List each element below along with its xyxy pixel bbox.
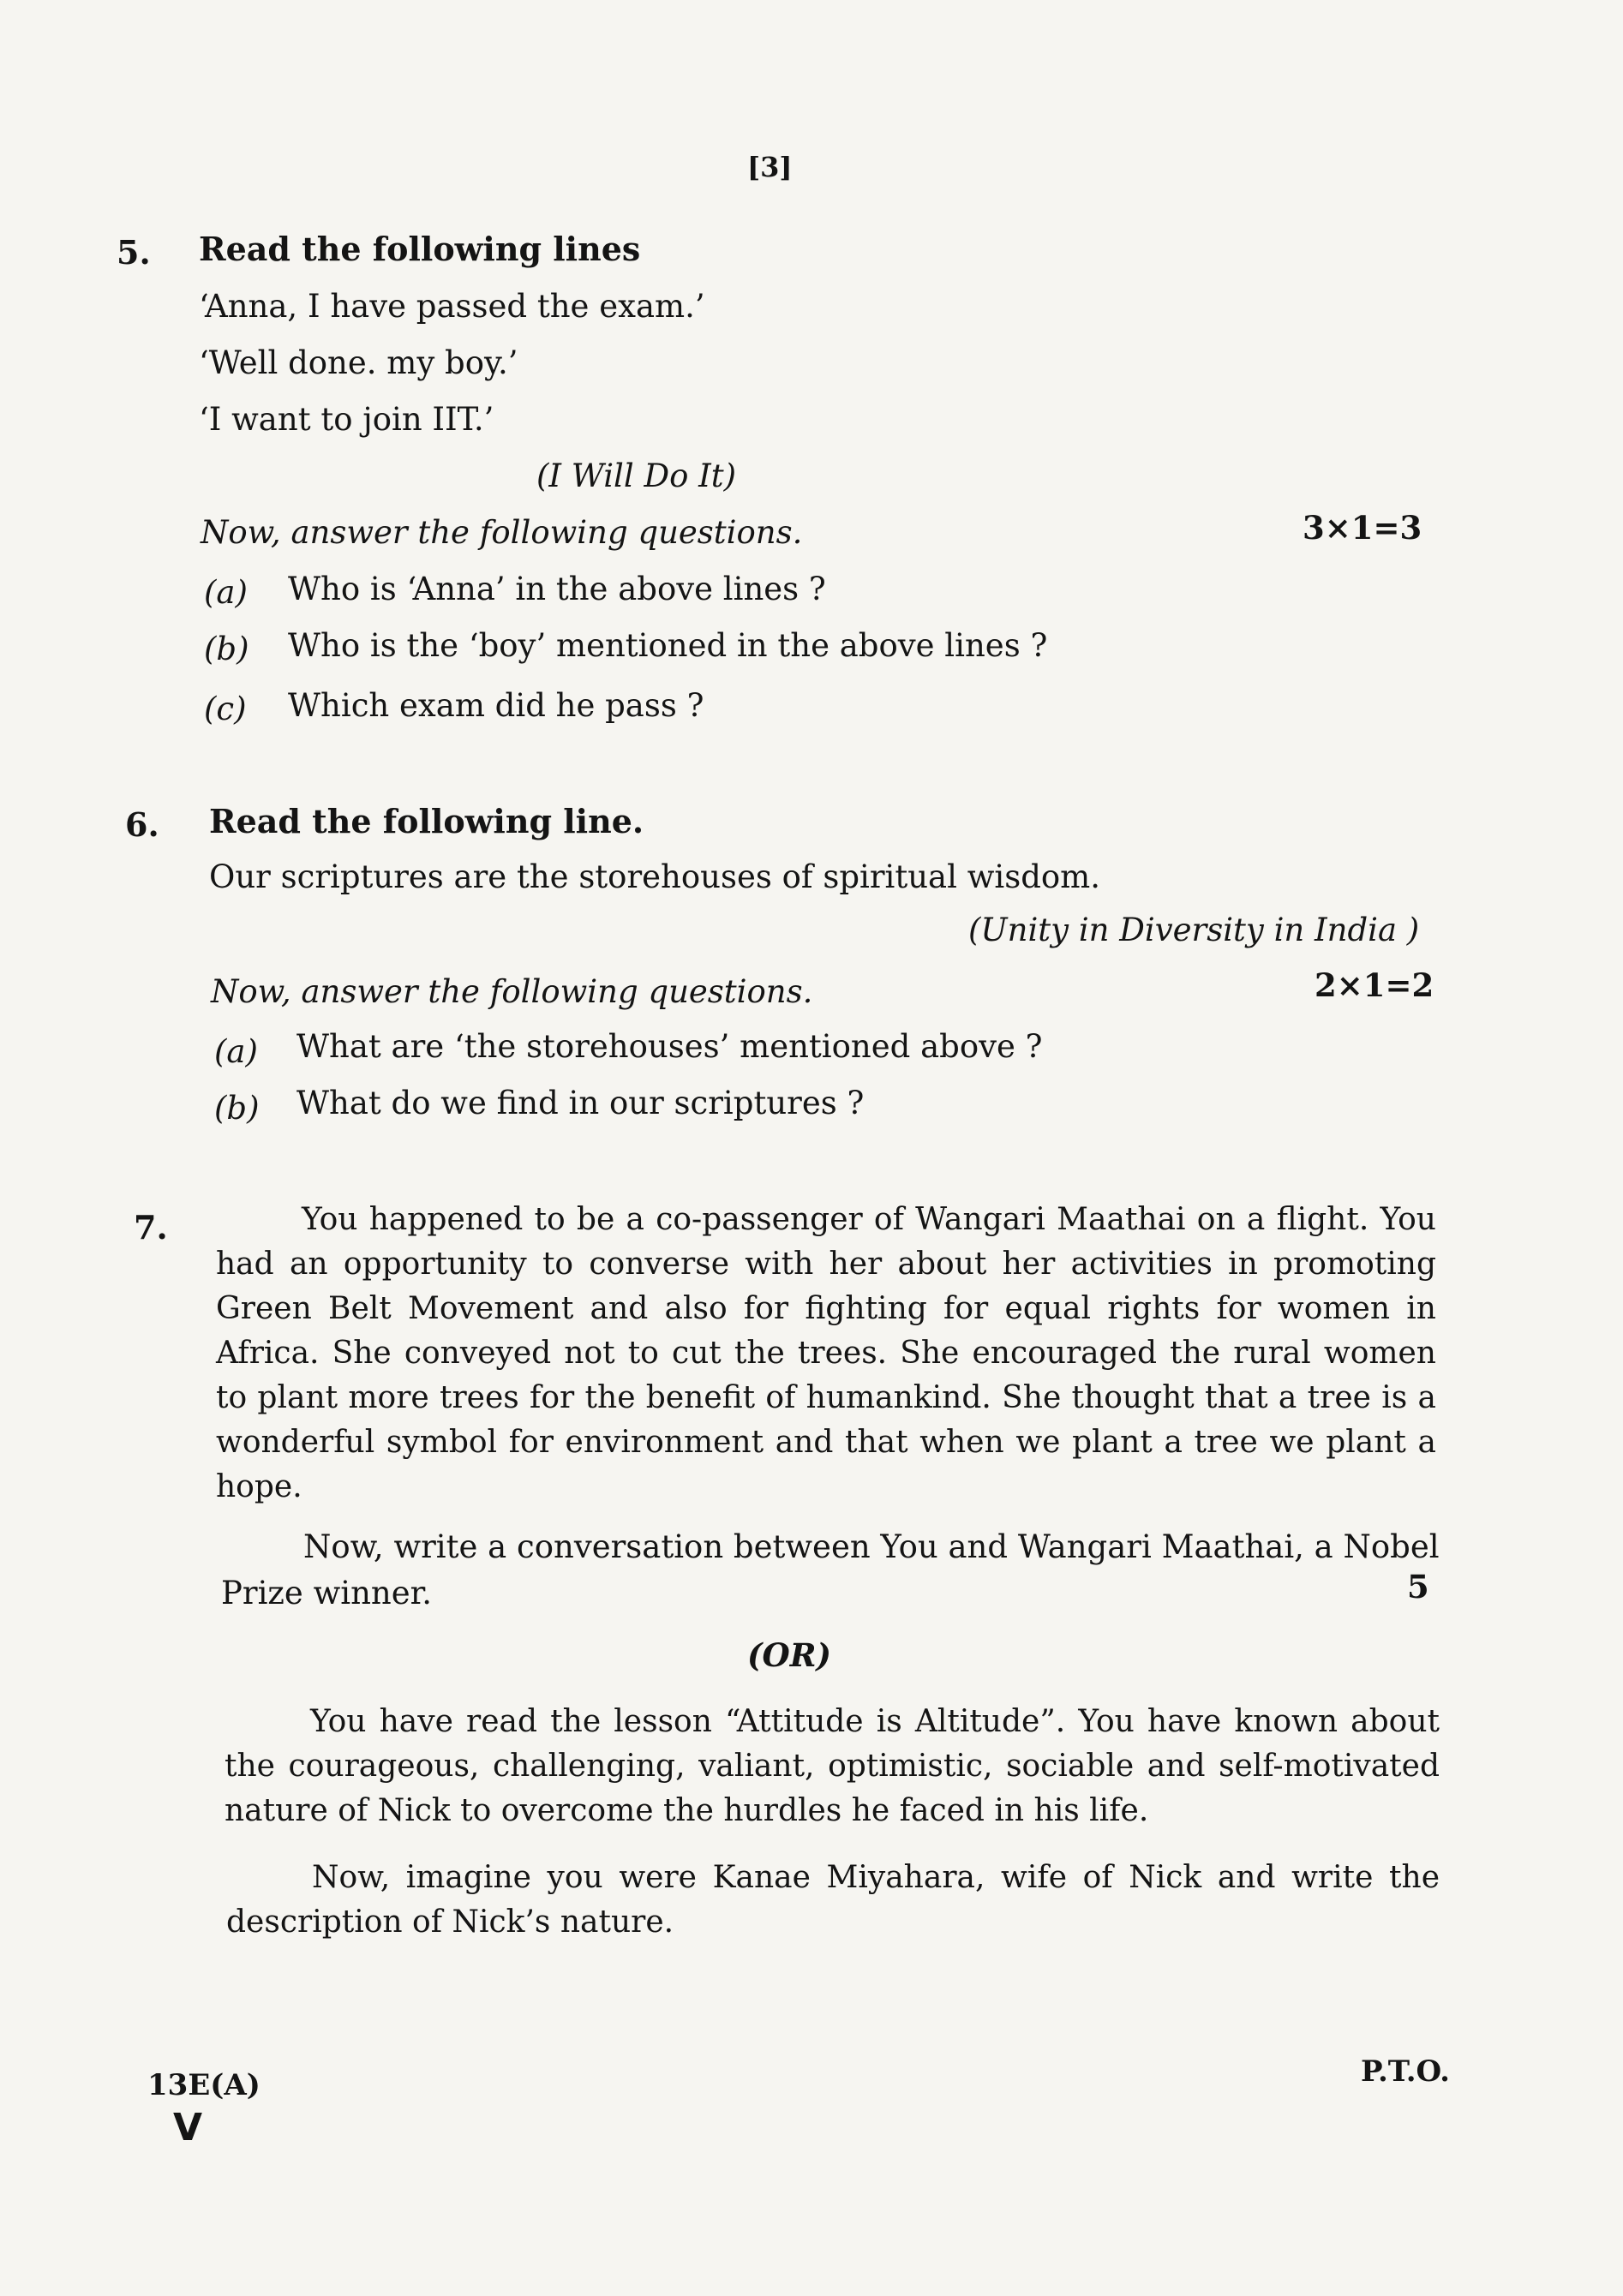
q5c-label: (c) — [204, 691, 247, 727]
q7-paragraph — [216, 1198, 1436, 1510]
q6a-text: What are ‘the storehouses’ mentioned above ? — [296, 1028, 1043, 1065]
q7-or-separator: (OR) — [747, 1636, 831, 1674]
q7-alt-paragraph — [225, 1700, 1440, 1833]
q5c-text: Which exam did he pass ? — [288, 687, 704, 724]
page-number: [3] — [747, 151, 793, 183]
q7-paragraph-text: You happened to be a co-passenger of Wangari Maathai on a flight. You had an opportunity to converse with her about her activities in promoting Green Belt Movement and also for fighting for equal rights for women in Africa. She conveyed not to cut the trees. She encouraged the rural women to plant more trees for the benefit of humankind. She thought that a tree is a wonderful symbol for environment and that when we plant a tree we plant a hope. — [216, 1202, 1436, 1504]
q6-heading: Read the following line. — [209, 802, 644, 840]
q6-marks: 2×1=2 — [1315, 966, 1434, 1004]
q5-marks: 3×1=3 — [1303, 509, 1422, 547]
q7-marks: 5 — [1407, 1568, 1429, 1605]
q7-task-line-1: Now, write a conversation between You and Wangari Maathai, a Nobel — [303, 1528, 1440, 1565]
q5b-text: Who is the ‘boy’ mentioned in the above lines ? — [288, 627, 1048, 664]
q6b-label: (b) — [214, 1090, 260, 1127]
q5-line-1: ‘Anna, I have passed the exam.’ — [199, 288, 705, 325]
q5a-label: (a) — [204, 574, 248, 611]
q6-instruction: Now, answer the following questions. — [211, 973, 813, 1010]
q5-heading: Read the following lines — [199, 230, 641, 268]
q5-line-2: ‘Well done. my boy.’ — [199, 344, 518, 381]
q7-alt-paragraph-text: You have read the lesson “Attitude is Altitude”. You have known about the courageous, challenging, valiant, optimistic, sociable and self-motivated nature of Nick to overcome the hurdles he faced in his life. — [225, 1704, 1440, 1828]
q7-alt-task-text: Now, imagine you were Kanae Miyahara, wife of Nick and write the description of Nick’s nature. — [226, 1860, 1440, 1940]
q5-source: (I Will Do It) — [536, 457, 737, 494]
q6b-text: What do we find in our scriptures ? — [296, 1085, 865, 1121]
q6-line: Our scriptures are the storehouses of spiritual wisdom. — [209, 858, 1101, 895]
pto-label: P.T.O. — [1361, 2054, 1450, 2089]
q7-number: 7. — [134, 1208, 168, 1247]
q5-line-3: ‘I want to join IIT.’ — [199, 401, 494, 438]
paper-code: 13E(A) — [147, 2068, 261, 2102]
q6-number: 6. — [125, 805, 159, 844]
q6-source: (Unity in Diversity in India ) — [968, 912, 1420, 948]
q7-alt-task — [226, 1856, 1440, 1945]
q5b-label: (b) — [204, 631, 249, 667]
q6a-label: (a) — [214, 1033, 258, 1070]
paper-version: V — [173, 2106, 203, 2150]
q5-number: 5. — [117, 233, 151, 272]
q5a-text: Who is ‘Anna’ in the above lines ? — [288, 571, 826, 607]
q5-instruction: Now, answer the following questions. — [201, 514, 803, 551]
q7-task-line-2: Prize winner. — [221, 1575, 433, 1611]
